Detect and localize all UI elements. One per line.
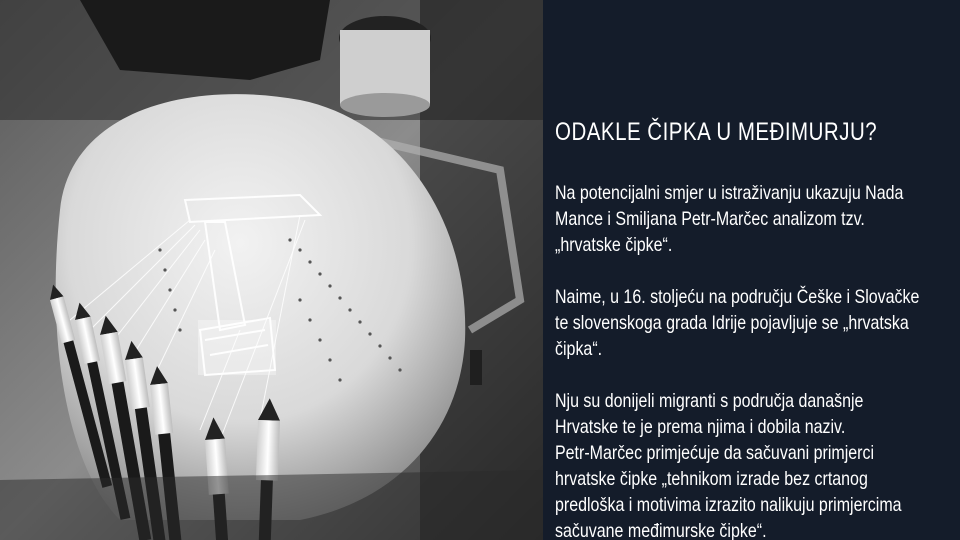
paragraph-line: Hrvatske te je prema njima i dobila naziv. — [555, 416, 846, 438]
paragraph-line: „hrvatske čipke“. — [555, 234, 673, 256]
paragraph-line: Na potencijalni smjer u istraživanju ukazuju Nada — [555, 182, 904, 204]
paragraph-3 — [555, 388, 949, 540]
paragraph-line: čipka“. — [555, 338, 603, 360]
paragraph-line: Petr-Marčec primjećuje da sačuvani primjerci — [555, 442, 875, 464]
paragraph-line: sačuvane međimurske čipke“. — [555, 520, 767, 540]
section-body — [555, 180, 949, 540]
text-panel — [543, 0, 960, 540]
paragraph-2 — [555, 284, 949, 362]
paragraph-line: Mance i Smiljana Petr-Marčec analizom tzv. — [555, 208, 865, 230]
paragraph-line: Naime, u 16. stoljeću na području Češke i Slovačke — [555, 286, 920, 308]
paragraph-line: hrvatske čipke „tehnikom izrade bez crtanog — [555, 468, 868, 490]
paragraph-line: Nju su donijeli migranti s područja današnje — [555, 390, 864, 412]
paragraph-line: predloška i motivima izrazito nalikuju primjercima — [555, 494, 902, 516]
section-title: ODAKLE ČIPKA U MEĐIMURJU? — [555, 118, 878, 146]
paragraph-line: te slovenskoga grada Idrije pojavljuje se „hrvatska — [555, 312, 909, 334]
paragraph-1 — [555, 180, 949, 258]
